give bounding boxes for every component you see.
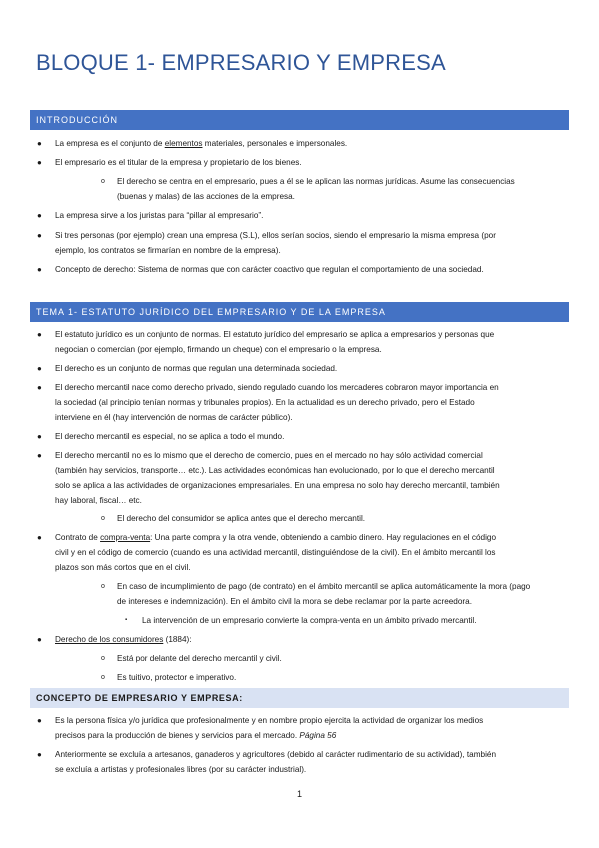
list-item: La empresa es el conjunto de elementos materiales, personales e impersonales. [55, 139, 348, 148]
bullet-icon: ● [37, 533, 42, 542]
bullet-icon: ● [37, 451, 42, 460]
bullet-icon: ● [37, 158, 42, 167]
list-item: La empresa sirve a los juristas para “pillar al empresario”. [55, 211, 264, 220]
list-item: El estatuto jurídico es un conjunto de normas. El estatuto jurídico del empresario se aplica a empresarios y personas que negocian o comercian (por ejemplo, firmando un cheque) con el empresario o la empresa. [55, 330, 495, 354]
list-item: Está por delante del derecho mercantil y civil. [117, 654, 282, 663]
bullet-icon: ● [37, 383, 42, 392]
section-banner-tema1: TEMA 1- ESTATUTO JURÍDICO DEL EMPRESARIO Y DE LA EMPRESA [30, 302, 569, 322]
bullet-icon: ● [37, 716, 42, 725]
page-number: 1 [296, 789, 302, 799]
bullet-icon: ● [37, 364, 42, 373]
list-item: Si tres personas (por ejemplo) crean una empresa (S.L), ellos serían socios, siendo el empresario la misma empresa (por ejemplo, los contratos se firmarían en nombre de la empresa). [55, 231, 496, 255]
bullet-icon: ● [37, 330, 42, 339]
bullet-icon: ● [37, 139, 42, 148]
list-item: El derecho mercantil nace como derecho privado, siendo regulado cuando los mercaderes cobraron mayor importancia en la sociedad (al principio tenían normas y tribunales propios). En la actualidad es un derecho privado, pero el Estado interviene en él (hay intervención de normas de carácter público). [55, 383, 499, 422]
list-item: En caso de incumplimiento de pago (de contrato) en el ámbito mercantil se aplica automáticamente la mora (pago de intereses e indemnización). En el ámbito civil la mora se debe reclamar por la parte acreedora. [117, 582, 531, 606]
sub-bullet-icon: o [101, 515, 105, 522]
sub-bullet-icon: o [101, 674, 105, 681]
list-item: Anteriormente se excluía a artesanos, ganaderos y agricultores (debido al carácter rudimentario de su actividad), también se excluía a artistas y profesionales libres (por su carácter industrial). [55, 750, 496, 774]
sub-bullet-icon: o [101, 655, 105, 662]
bullet-icon: ● [37, 211, 42, 220]
section-banner-introduccion: INTRODUCCIÓN [30, 110, 569, 130]
bullet-icon: ● [37, 635, 42, 644]
list-item: Contrato de compra-venta: Una parte compra y la otra vende, obteniendo a cambio dinero. Hay regulaciones en el código civil y en el código de comercio (cuando es una actividad mercantil, distinguiéndose de la civil). En el ámbito mercantil los plazos son más cortos que en el civil. [55, 533, 497, 572]
list-item: Derecho de los consumidores (1884): [55, 635, 192, 644]
sub-bullet-icon: o [101, 178, 105, 185]
square-bullet-icon: ▪ [125, 617, 128, 623]
list-item: El empresario es el titular de la empresa y propietario de los bienes. [55, 158, 302, 167]
list-item: El derecho es un conjunto de normas que regulan una determinada sociedad. [55, 364, 338, 373]
bullet-icon: ● [37, 265, 42, 274]
bullet-icon: ● [37, 432, 42, 441]
list-item: Concepto de derecho: Sistema de normas que con carácter coactivo que regulan el comportamiento de una sociedad. [55, 265, 484, 274]
page-title: BLOQUE 1- EMPRESARIO Y EMPRESA [36, 50, 446, 75]
sub-bullet-icon: o [101, 583, 105, 590]
list-item: El derecho mercantil no es lo mismo que el derecho de comercio, pues en el mercado no hay sólo actividad comercial (también hay servicios, transporte… etc.). Las actividades económicas han evolucionado, por lo que el derecho mercantil solo se aplica a las actividades de organizaciones empresariales. En una empresa no solo hay derecho mercantil, también hay laboral, fiscal… etc. [55, 451, 500, 505]
bullet-icon: ● [37, 750, 42, 759]
list-item: El derecho mercantil es especial, no se aplica a todo el mundo. [55, 432, 285, 441]
bullet-icon: ● [37, 231, 42, 240]
list-item: El derecho se centra en el empresario, pues a él se le aplican las normas jurídicas. Asume las consecuencias (buenas y malas) de las acciones de la empresa. [117, 177, 515, 201]
section-banner-concepto: CONCEPTO DE EMPRESARIO Y EMPRESA: [30, 688, 569, 708]
list-item: Es tuitivo, protector e imperativo. [117, 673, 237, 682]
list-item: Es la persona física y/o jurídica que profesionalmente y en nombre propio ejercita la actividad de organizar los medios precisos para la producción de bienes y servicios para el mercado. Página 56 [55, 716, 484, 740]
list-item: El derecho del consumidor se aplica antes que el derecho mercantil. [117, 514, 366, 523]
list-item: La intervención de un empresario convierte la compra-venta en un ámbito privado mercantil. [142, 616, 477, 625]
